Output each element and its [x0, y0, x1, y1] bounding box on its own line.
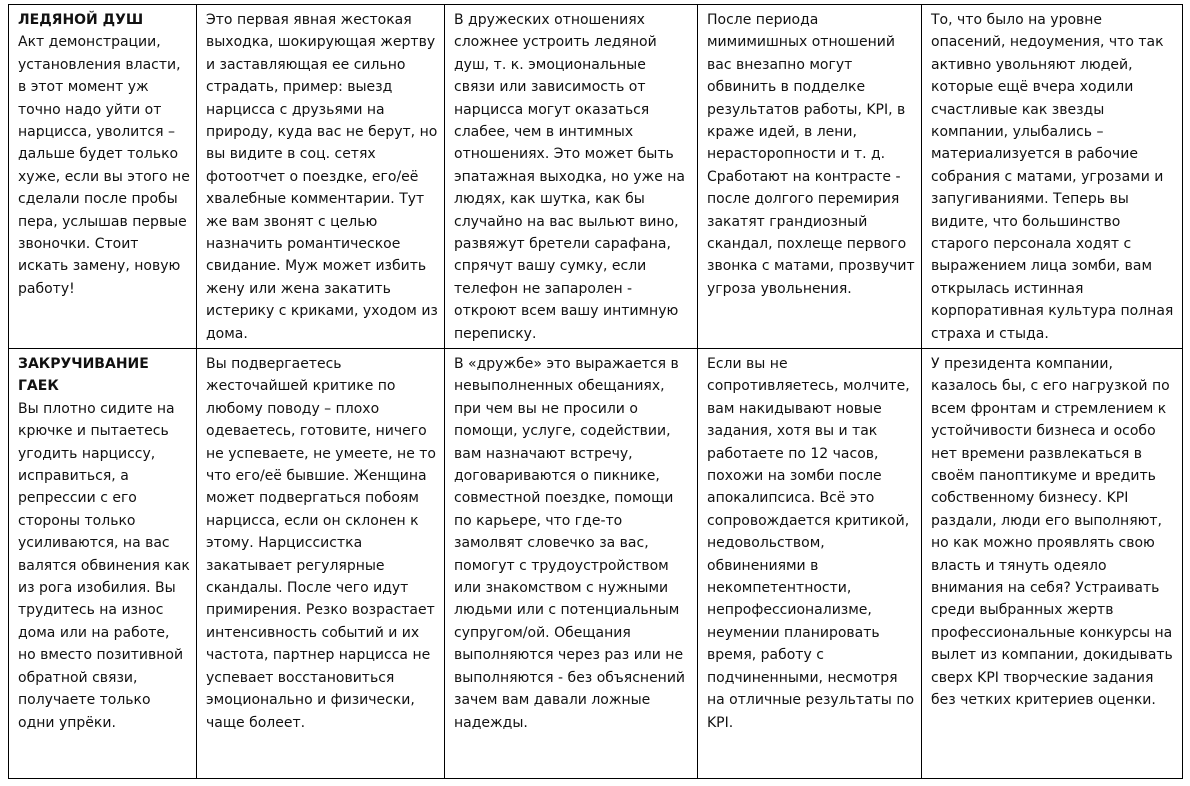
table-cell-work-icy-shower	[698, 5, 922, 349]
cell-text: Вы подвергаетесь жесточайшей критике по любому поводу – плохо одеваетесь, готовите, ничего не успеваете, не умеете, не то что его/её бывшие. Женщина может подвергаться побоям нарцисса, если он склонен к этому. Нарциссистка закатывает регулярные скандалы. После чего идут примирения. Резко возрастает интенсивность событий и их частота, партнер нарцисса не успевает восстановиться эмоционально и физически, чаще болеет.	[206, 356, 436, 731]
table-row-tightening-screws	[9, 349, 1183, 779]
stage-cell-tightening-screws	[9, 349, 197, 779]
stage-heading: ЗАКРУЧИВАНИЕ ГАЕК	[18, 356, 149, 395]
cell-text: У президента компании, казалось бы, с его нагрузкой по всем фронтам и стремлением к устойчивости бизнеса и особо нет времени развлекаться в своём паноптикуме и вредить собственному бизнесу. KPI раздали, люди его выполняют, но как можно проявлять свою власть и тянуть одеяло внимания на себя? Устраивать среди выбранных жертв профессиональные конкурсы на вылет из компании, докидывать сверх KPI творческие задания без четких критериев оценки.	[931, 356, 1173, 709]
table-cell-romance-tightening	[197, 349, 445, 779]
stage-definition: Акт демонстрации, установления власти, в этот момент уж точно надо уйти от нарцисса, уволится – дальше будет только хуже, если вы этого не сделали после пробы пера, услышав первые звоночки. Стоит искать замену, новую работу!	[18, 34, 190, 297]
cell-text: Это первая явная жестокая выходка, шокирующая жертву и заставляющая ее сильно страдать, пример: выезд нарцисса с друзьями на природу, куда вас не берут, но вы видите в соц. сетях фотоотчет о поездке, его/её хвалебные комментарии. Тут же вам звонят с целью назначить романтическое свидание. Муж может избить жену или жена закатить истерику с криками, уходом из дома.	[206, 12, 438, 342]
stage-cell-icy-shower	[9, 5, 197, 349]
table-cell-work-tightening	[698, 349, 922, 779]
table-row-icy-shower	[9, 5, 1183, 349]
stage-definition: Вы плотно сидите на крючке и пытаетесь угодить нарциссу, исправиться, а репрессии с его стороны только усиливаются, на вас валятся обвинения как из рога изобилия. Вы трудитесь на износ дома или на работе, но вместо позитивной обратной связи, получаете только одни упрёки.	[18, 400, 190, 731]
narcissism-stages-table	[8, 4, 1183, 779]
table-cell-friendship-tightening	[445, 349, 698, 779]
document-page	[8, 4, 1182, 778]
cell-text: В «дружбе» это выражается в невыполненных обещаниях, при чем вы не просили о помощи, услуге, содействии, вам назначают встречу, договариваются о пикнике, совместной поездке, помощи по карьере, что где-то замолвят словечко за вас, помогут с трудоустройством или знакомством с нужными людьми или с потенциальным супругом/ой. Обещания выполняются через раз или не выполняются - без объяснений зачем вам давали ложные надежды.	[454, 356, 686, 731]
table-cell-company-tightening	[922, 349, 1183, 779]
cell-text: После периода мимимишных отношений вас внезапно могут обвинить в подделке результатов работы, KPI, в краже идей, в лени, нерасторопности и т. д. Сработают на контрасте - после долгого перемирия закатят грандиозный скандал, похлеще первого звонка с матами, прозвучит угроза увольнения.	[707, 12, 915, 297]
cell-text: То, что было на уровне опасений, недоумения, что так активно увольняют людей, которые ещё вчера ходили счастливые как звезды компании, улыбались – материализуется в рабочие собрания с матами, угрозами и запугиваниями. Теперь вы видите, что большинство старого персонала ходят с выражением лица зомби, вам открылась истинная корпоративная культура полная страха и стыда.	[931, 12, 1174, 342]
table-cell-romance-icy-shower	[197, 5, 445, 349]
table-cell-company-icy-shower	[922, 5, 1183, 349]
cell-text: В дружеских отношениях сложнее устроить ледяной душ, т. к. эмоциональные связи или зависимость от нарцисса могут оказаться слабее, чем в интимных отношениях. Это может быть эпатажная выходка, но уже на людях, как шутка, как бы случайно на вас выльют вино, развяжут бретели сарафана, спрячут вашу сумку, если телефон не запаролен - откроют всем вашу интимную переписку.	[454, 12, 685, 342]
cell-text: Если вы не сопротивляетесь, молчите, вам накидывают новые задания, хотя вы и так работаете по 12 часов, похожи на зомби после апокалипсиса. Всё это сопровождается критикой, недовольством, обвинениями в некомпетентности, непрофессионализме, неумении планировать время, работу с подчиненными, несмотря на отличные результаты по KPI.	[707, 356, 915, 731]
table-cell-friendship-icy-shower	[445, 5, 698, 349]
stage-heading: ЛЕДЯНОЙ ДУШ	[18, 12, 144, 28]
